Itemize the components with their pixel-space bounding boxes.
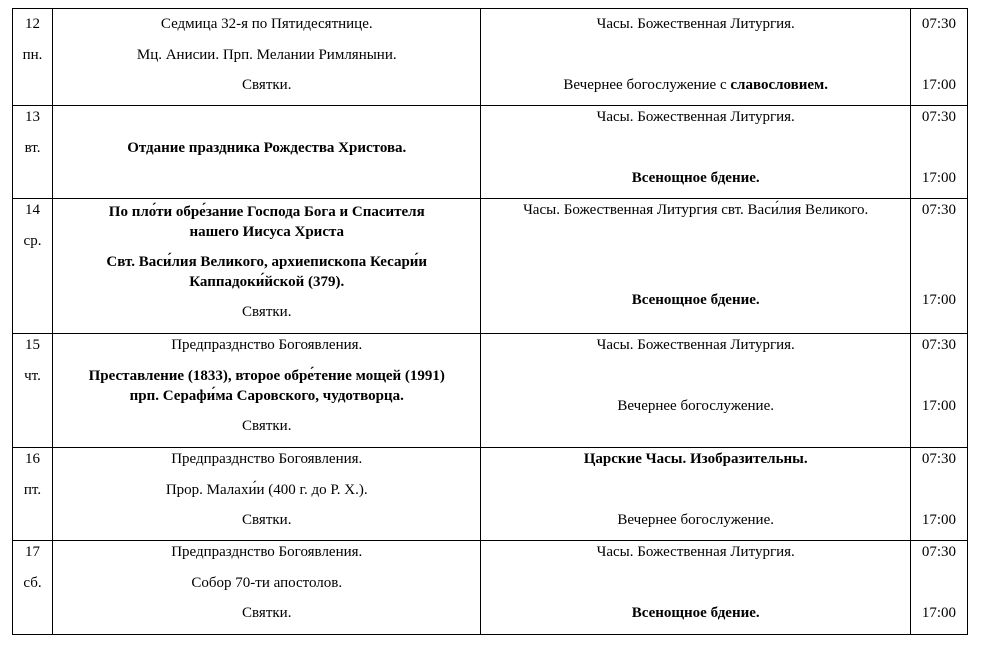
service-cell bbox=[481, 334, 910, 448]
evening-service: Всенощное бдение. bbox=[631, 292, 760, 308]
date-cell bbox=[13, 334, 53, 448]
date-cell bbox=[13, 541, 53, 635]
morning-service: Часы. Божественная Литургия. bbox=[596, 544, 795, 560]
evening-service: Вечернее богослужение. bbox=[617, 398, 774, 414]
day-number: 16 bbox=[25, 451, 41, 467]
time-cell bbox=[910, 448, 967, 541]
feast-line: По пло́ти обре́зание Господа Бога и Спасителя нашего Иисуса Христа bbox=[108, 204, 425, 240]
weekday: вт. bbox=[24, 140, 41, 156]
feast-line: Отдание праздника Рождества Христова. bbox=[127, 140, 407, 156]
day-number: 14 bbox=[25, 202, 41, 218]
day-number: 13 bbox=[25, 109, 41, 125]
feast-cell bbox=[53, 448, 481, 541]
date-cell bbox=[13, 106, 53, 199]
morning-service: Царские Часы. Изобразительны. bbox=[583, 451, 808, 467]
schedule-table bbox=[12, 8, 968, 635]
feast-line: Святки. bbox=[242, 418, 292, 434]
evening-service: Всенощное бдение. bbox=[631, 170, 760, 186]
evening-service: Вечернее богослужение. bbox=[617, 512, 774, 528]
day-number: 15 bbox=[25, 337, 41, 353]
weekday: сб. bbox=[23, 575, 42, 591]
table-row bbox=[13, 541, 968, 635]
morning-time: 07:30 bbox=[921, 109, 957, 125]
feast-line: Святки. bbox=[242, 512, 292, 528]
feast-line: Святки. bbox=[242, 304, 292, 320]
evening-time: 17:00 bbox=[921, 605, 957, 621]
feast-line: Седмица 32-я по Пятидесятнице. bbox=[160, 16, 373, 32]
feast-line: Прор. Малахи́и (400 г. до Р. Х.). bbox=[165, 482, 368, 498]
evening-time: 17:00 bbox=[921, 170, 957, 186]
morning-time: 07:30 bbox=[921, 337, 957, 353]
time-cell bbox=[910, 541, 967, 635]
table-row bbox=[13, 199, 968, 334]
time-cell bbox=[910, 334, 967, 448]
morning-time: 07:30 bbox=[921, 16, 957, 32]
evening-time: 17:00 bbox=[921, 77, 957, 93]
date-cell bbox=[13, 199, 53, 334]
weekday: пт. bbox=[23, 482, 42, 498]
feast-line: Святки. bbox=[242, 77, 292, 93]
feast-line: Предпразднство Богоявления. bbox=[171, 451, 363, 467]
feast-line: Предпразднство Богоявления. bbox=[171, 544, 363, 560]
service-cell bbox=[481, 199, 910, 334]
evening-time: 17:00 bbox=[921, 398, 957, 414]
time-cell bbox=[910, 199, 967, 334]
time-cell bbox=[910, 9, 967, 106]
day-number: 12 bbox=[25, 16, 41, 32]
feast-cell bbox=[53, 106, 481, 199]
feast-line: Святки. bbox=[242, 605, 292, 621]
time-cell bbox=[910, 106, 967, 199]
feast-cell bbox=[53, 9, 481, 106]
morning-service: Часы. Божественная Литургия свт. Васи́лия Великого. bbox=[523, 202, 869, 218]
evening-time: 17:00 bbox=[921, 292, 957, 308]
table-row bbox=[13, 448, 968, 541]
feast-line: Предпразднство Богоявления. bbox=[171, 337, 363, 353]
weekday: пн. bbox=[22, 47, 43, 63]
weekday: чт. bbox=[24, 368, 41, 384]
weekday: ср. bbox=[23, 233, 42, 249]
table-row bbox=[13, 334, 968, 448]
evening-service-text: Вечернее богослужение с bbox=[563, 77, 731, 93]
date-cell bbox=[13, 448, 53, 541]
service-cell bbox=[481, 106, 910, 199]
table-row bbox=[13, 106, 968, 199]
morning-service: Часы. Божественная Литургия. bbox=[596, 109, 795, 125]
morning-time: 07:30 bbox=[921, 451, 957, 467]
service-cell bbox=[481, 541, 910, 635]
feast-cell bbox=[53, 334, 481, 448]
feast-line: Собор 70-ти апостолов. bbox=[191, 575, 343, 591]
morning-time: 07:30 bbox=[921, 202, 957, 218]
evening-time: 17:00 bbox=[921, 512, 957, 528]
feast-line: Преставление (1833), второе обре́тение мощей (1991) прп. Серафи́ма Саровского, чудотворца. bbox=[88, 368, 445, 404]
morning-time: 07:30 bbox=[921, 544, 957, 560]
morning-service: Часы. Божественная Литургия. bbox=[596, 16, 795, 32]
date-cell bbox=[13, 9, 53, 106]
morning-service: Часы. Божественная Литургия. bbox=[596, 337, 795, 353]
day-number: 17 bbox=[25, 544, 41, 560]
evening-service-bold: славословием. bbox=[730, 77, 829, 93]
table-row bbox=[13, 9, 968, 106]
evening-service: Всенощное бдение. bbox=[631, 605, 760, 621]
feast-cell bbox=[53, 541, 481, 635]
service-cell bbox=[481, 448, 910, 541]
service-cell bbox=[481, 9, 910, 106]
feast-line: Свт. Васи́лия Великого, архиепископа Кесари́и Каппадоки́йской (379). bbox=[106, 254, 428, 290]
evening-service bbox=[481, 77, 909, 94]
feast-line: Мц. Анисии. Прп. Мелании Римляныни. bbox=[136, 47, 397, 63]
feast-cell bbox=[53, 199, 481, 334]
